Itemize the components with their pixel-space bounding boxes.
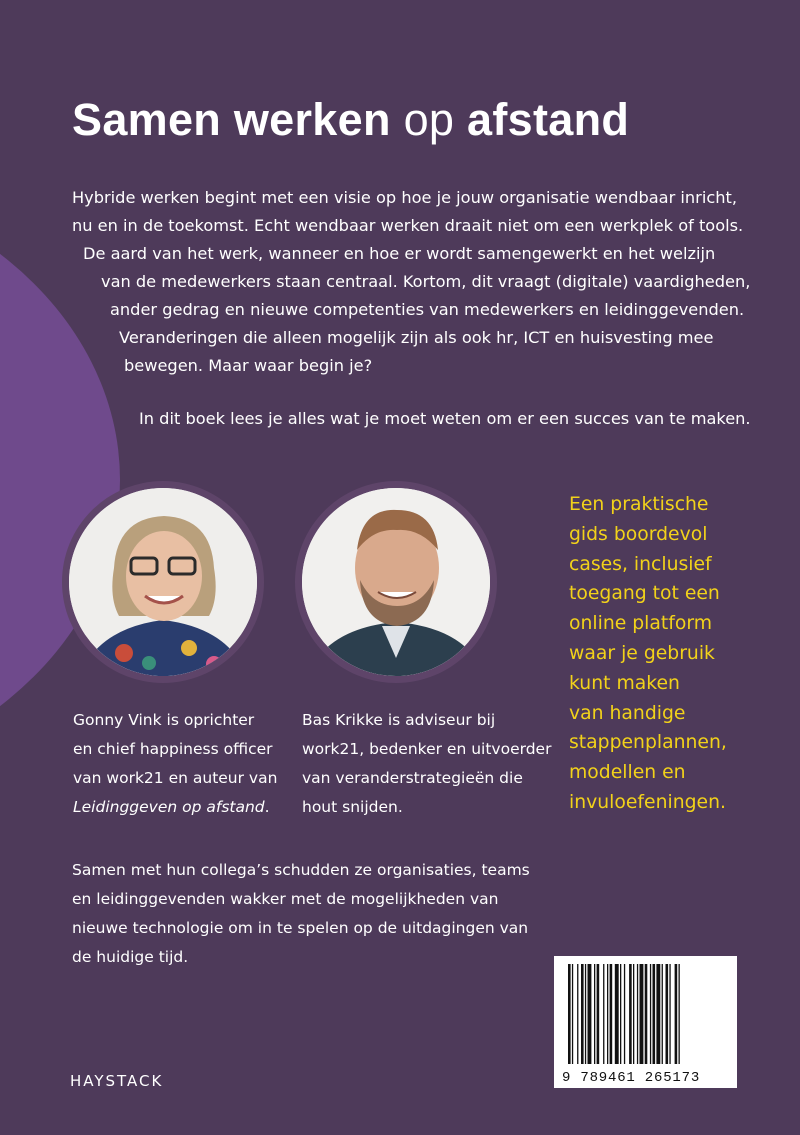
barcode-bar xyxy=(633,964,634,1064)
barcode-bar xyxy=(662,964,663,1064)
intro-line: ander gedrag en nieuwe competenties van medewerkers en leidinggevenden. xyxy=(110,300,745,319)
portrait-illustration xyxy=(69,488,257,676)
outro-paragraph: Samen met hun collega’s schudden ze organisaties, teams en leidinggevenden wakker met de mogelijkheden van nieuwe technologie om in te spelen op de uitdagingen van de huidige tijd. xyxy=(72,861,530,966)
publisher-logo: HAYSTACK xyxy=(70,1072,164,1090)
barcode-bar xyxy=(675,964,678,1064)
barcode-bar xyxy=(594,964,595,1064)
author-photo-bas xyxy=(302,488,490,676)
portrait-illustration xyxy=(302,488,490,676)
barcode-bar xyxy=(656,964,660,1064)
barcode-bar xyxy=(650,964,651,1064)
barcode-bar xyxy=(597,964,600,1064)
barcode-bar xyxy=(581,964,584,1064)
barcode-bar xyxy=(588,964,592,1064)
barcode-bar xyxy=(615,964,619,1064)
author-bio-gonny: Gonny Vink is oprichter en chief happiness officer van work21 en auteur van Leidinggeven op afstand. xyxy=(73,711,278,816)
author-bio-bas: Bas Krikke is adviseur bij work21, bedenker en uitvoerder van veranderstrategieën die hout snijden. xyxy=(302,711,552,816)
barcode-bar xyxy=(653,964,656,1064)
barcode-bar xyxy=(585,964,586,1064)
barcode-bars xyxy=(568,964,726,1064)
barcode-bar xyxy=(640,964,644,1064)
intro-line: Hybride werken begint met een visie op hoe je jouw organisatie wendbaar inricht, xyxy=(72,188,737,207)
intro-line: bewegen. Maar waar begin je? xyxy=(124,356,373,375)
barcode-bar xyxy=(568,964,571,1064)
barcode-bar xyxy=(669,964,670,1064)
book-reference: Leidinggeven op afstand xyxy=(73,798,265,816)
barcode-bar xyxy=(624,964,625,1064)
isbn-barcode xyxy=(554,956,737,1088)
barcode-bar xyxy=(679,964,680,1064)
barcode-bar xyxy=(572,964,573,1064)
isbn-number: 9 789461 265173 xyxy=(562,1070,701,1086)
tagline: Een praktische gids boordevol cases, inclusief toegang tot een online platform waar je gebruik kunt maken van handige stappenplannen, modellen en invuloefeningen. xyxy=(569,494,727,813)
lead-sentence: In dit boek lees je alles wat je moet weten om er een succes van te maken. xyxy=(139,409,751,428)
barcode-bar xyxy=(666,964,669,1064)
barcode-bar xyxy=(607,964,608,1064)
barcode-bar xyxy=(577,964,578,1064)
intro-line: van de medewerkers staan centraal. Kortom, dit vraagt (digitale) vaardigheden, xyxy=(101,272,751,291)
intro-line: De aard van het werk, wanneer en hoe er wordt samengewerkt en het welzijn xyxy=(83,244,716,263)
author-photo-gonny xyxy=(69,488,257,676)
barcode-bar xyxy=(610,964,613,1064)
barcode-bar xyxy=(603,964,604,1064)
barcode-bar xyxy=(637,964,638,1064)
barcode-bar xyxy=(620,964,621,1064)
intro-line: nu en in de toekomst. Echt wendbaar werken draait niet om een werkplek of tools. xyxy=(72,216,744,235)
barcode-bar xyxy=(645,964,648,1064)
book-title: Samen werken op afstand xyxy=(72,94,630,145)
intro-line: Veranderingen die alleen mogelijk zijn als ook hr, ICT en huisvesting mee xyxy=(119,328,714,347)
barcode-bar xyxy=(629,964,632,1064)
